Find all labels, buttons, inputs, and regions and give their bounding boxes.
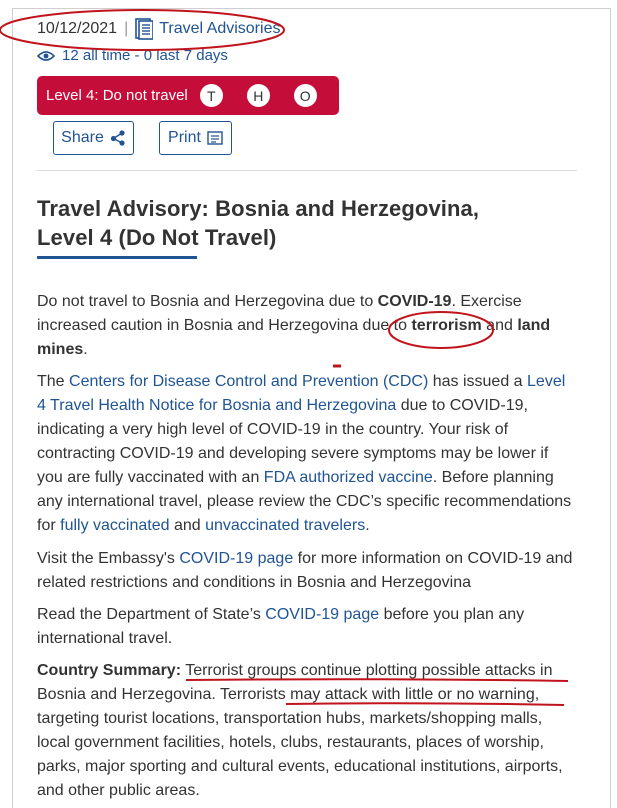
text: has issued a (428, 373, 528, 390)
meta-separator: | (124, 20, 129, 37)
country-summary-paragraph (37, 659, 577, 803)
indicator-t: T (200, 84, 223, 107)
share-icon (110, 130, 126, 146)
fully-vaccinated-link[interactable]: fully vaccinated (60, 517, 170, 534)
text: for more information on COVID-19 and related restrictions and conditions in Bosnia and Herzegovina (37, 550, 573, 591)
state-dept-paragraph (37, 603, 577, 651)
text: Terrorist groups continue plotting possible attacks in Bosnia and Herzegovina. Terrorists may attack with little or no warning, targeting tourist locations, transportation hubs, markets/shopping malls, local government facilities, hotels, clubs, restaurants, places of worship, parks, major sporting and cultural events, educational institutions, airports, and other public areas. (37, 662, 563, 799)
unvaccinated-travelers-link[interactable]: unvaccinated travelers (205, 517, 366, 534)
share-button-label: Share (61, 129, 104, 146)
indicator-o: O (294, 84, 317, 107)
embassy-covid-page-link[interactable]: COVID-19 page (179, 550, 294, 567)
publish-date: 10/12/2021 (37, 20, 118, 37)
cdc-link[interactable]: Centers for Disease Control and Prevention (CDC) (69, 373, 429, 390)
covid-keyword: COVID-19 (377, 293, 452, 310)
print-button[interactable] (159, 121, 232, 155)
advisory-level-badge (37, 76, 339, 115)
embassy-paragraph (37, 547, 577, 595)
text: Read the Department of State’s (37, 606, 266, 623)
eye-icon (37, 50, 55, 62)
text: The (37, 373, 70, 390)
divider (37, 170, 577, 171)
text: before you plan any international travel. (37, 606, 525, 647)
text: Visit the Embassy's (37, 550, 180, 567)
text: Do not travel to Bosnia and Herzegovina due to (37, 293, 378, 310)
text: . (83, 341, 88, 358)
document-icon (135, 18, 153, 40)
country-summary-label: Country Summary: (37, 662, 182, 679)
print-icon (207, 131, 223, 145)
meta-row (37, 18, 280, 40)
travel-health-notice-link[interactable]: Level 4 Travel Health Notice for Bosnia and Herzegovina (37, 373, 566, 414)
text: due to COVID-19, indicating a very high level of COVID-19 in the country. Your risk of contracting COVID-19 and developing severe symptoms may be lower if you are fully vaccinated with an (37, 397, 549, 486)
text: . (365, 517, 370, 534)
print-button-label: Print (168, 129, 201, 146)
state-covid-page-link[interactable]: COVID-19 page (265, 606, 380, 623)
category-link[interactable]: Travel Advisories (159, 20, 281, 37)
indicator-h: H (247, 84, 270, 107)
cdc-paragraph (37, 370, 577, 538)
text: and (169, 517, 206, 534)
view-count-text: 12 all time - 0 last 7 days (62, 47, 228, 64)
terrorism-keyword: terrorism (411, 317, 482, 334)
share-button[interactable] (53, 121, 134, 155)
page-title-line1: Travel Advisory: Bosnia and Herzegovina, (37, 196, 480, 221)
intro-paragraph (37, 290, 577, 362)
text: and (481, 317, 518, 334)
view-count (37, 47, 228, 64)
page-title (37, 194, 577, 252)
fda-vaccine-link[interactable]: FDA authorized vaccine (263, 469, 433, 486)
page-title-line2: Level 4 (Do Not Travel) (37, 225, 277, 250)
text: . Before planning any international travel, please review the CDC’s specific recommendations for (37, 469, 572, 534)
title-underline (37, 256, 197, 259)
text: . Exercise increased caution in Bosnia and Herzegovina due to (37, 293, 522, 334)
advisory-level-label: Level 4: Do not travel (46, 87, 188, 104)
land-mines-keyword: land mines (37, 317, 551, 358)
